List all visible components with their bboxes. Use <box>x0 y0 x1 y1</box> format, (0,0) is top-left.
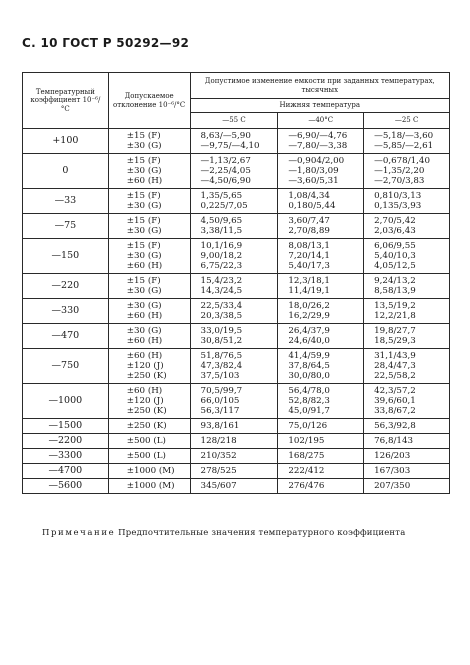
change-minus25-cell <box>364 464 450 479</box>
change-minus55-cell <box>190 449 278 464</box>
change-minus55-cell-text: 93,8/161 <box>200 421 240 431</box>
change-minus40-cell <box>278 434 364 449</box>
change-minus25-cell-text: —0,678/1,40 —1,35/2,20 —2,70/3,83 <box>374 156 430 186</box>
change-minus25-cell <box>364 419 450 434</box>
change-minus55-cell-text: 210/352 <box>200 451 237 461</box>
change-minus55-cell-text: 4,50/9,65 3,38/11,5 <box>200 216 243 236</box>
tolerance-cell-text: ±60 (H) ±120 (J) ±250 (K) <box>126 386 167 416</box>
temp-coefficient-cell-text: —1000 <box>48 395 83 406</box>
tolerance-cell-text: ±30 (G) ±60 (H) <box>126 326 163 346</box>
change-minus55-cell <box>190 464 278 479</box>
table-row <box>23 419 450 434</box>
table-row <box>23 434 450 449</box>
col-change-header: Допустимое изменение емкости при заданных температурах, тысячных <box>190 73 449 99</box>
table-row <box>23 464 450 479</box>
col-tolerance-header: Допускаемое отклонение 10⁻⁶/°С <box>108 73 190 129</box>
table-row <box>23 214 450 239</box>
change-minus40-cell <box>278 274 364 299</box>
change-minus25-cell-text: 13,5/19,2 12,2/21,8 <box>374 301 416 321</box>
temp-header-1: —55 С <box>190 113 278 129</box>
change-minus40-cell <box>278 479 364 494</box>
change-minus25-cell <box>364 214 450 239</box>
change-minus55-cell-text: 22,5/33,4 20,3/38,5 <box>200 301 243 321</box>
temp-coefficient-cell-text: —220 <box>51 280 80 291</box>
change-minus40-cell <box>278 299 364 324</box>
change-minus55-cell-text: 51,8/76,5 47,3/82,4 37,5/103 <box>200 351 243 381</box>
note-text: Предпочтительные значения температурного коэффициента <box>118 528 406 538</box>
tolerance-cell <box>108 154 190 189</box>
tolerance-cell-text: ±15 (F) ±30 (G) <box>126 131 162 151</box>
table-row <box>23 479 450 494</box>
temp-coefficient-cell <box>23 464 109 479</box>
table-row <box>23 349 450 384</box>
change-minus40-cell-text: 18,0/26,2 16,2/29,9 <box>288 301 330 321</box>
change-minus40-cell-text: 75,0/126 <box>288 421 328 431</box>
change-minus25-cell <box>364 434 450 449</box>
temp-coefficient-cell <box>23 449 109 464</box>
change-minus40-cell-text: —6,90/—4,76 —7,80/—3,38 <box>288 131 348 151</box>
change-minus25-cell-text: 6,06/9,55 5,40/10,3 4,05/12,5 <box>374 241 416 271</box>
temp-coefficient-cell-text: +100 <box>52 135 79 146</box>
temp-coefficient-cell-text: —4700 <box>48 465 83 476</box>
change-minus40-cell <box>278 154 364 189</box>
tolerance-cell <box>108 324 190 349</box>
change-minus25-cell-text: 2,70/5,42 2,03/6,43 <box>374 216 416 236</box>
temp-coefficient-cell-text: —75 <box>54 220 77 231</box>
temp-coefficient-cell <box>23 434 109 449</box>
change-minus40-cell <box>278 189 364 214</box>
change-minus25-cell-text: 167/303 <box>374 466 411 476</box>
change-minus40-cell-text: 102/195 <box>288 436 325 446</box>
tolerance-cell-text: ±30 (G) ±60 (H) <box>126 301 163 321</box>
table-row <box>23 239 450 274</box>
tolerance-cell <box>108 214 190 239</box>
tolerance-cell <box>108 449 190 464</box>
change-minus25-cell-text: 9,24/13,2 8,58/13,9 <box>374 276 416 296</box>
change-minus55-cell-text: 278/525 <box>200 466 237 476</box>
tolerance-cell-text: ±15 (F) ±30 (G) ±60 (H) <box>126 156 163 186</box>
change-minus55-cell <box>190 419 278 434</box>
tolerance-cell <box>108 129 190 154</box>
change-minus25-cell-text: 0,810/3,13 0,135/3,93 <box>374 191 422 211</box>
change-minus40-cell <box>278 464 364 479</box>
temp-coefficient-cell <box>23 479 109 494</box>
tolerance-cell-text: ±250 (K) <box>126 421 167 431</box>
change-minus25-cell <box>364 274 450 299</box>
change-minus40-cell-text: 8,08/13,1 7,20/14,1 5,40/17,3 <box>288 241 330 271</box>
tolerance-cell-text: ±500 (L) <box>126 436 166 446</box>
temp-coefficient-cell <box>23 154 109 189</box>
table-row <box>23 324 450 349</box>
change-minus25-cell <box>364 239 450 274</box>
change-minus25-cell <box>364 479 450 494</box>
table-row <box>23 154 450 189</box>
change-minus25-cell <box>364 384 450 419</box>
temp-coefficient-cell-text: —5600 <box>48 480 83 491</box>
temp-coefficient-cell <box>23 129 109 154</box>
temp-coefficient-cell-text: —3300 <box>48 450 83 461</box>
capacitance-table <box>22 72 450 494</box>
change-minus40-cell <box>278 129 364 154</box>
change-minus40-cell-text: 276/476 <box>288 481 325 491</box>
change-minus25-cell <box>364 154 450 189</box>
change-minus25-cell-text: 76,8/143 <box>374 436 413 446</box>
change-minus55-cell <box>190 384 278 419</box>
tolerance-cell <box>108 434 190 449</box>
change-minus40-cell-text: 12,3/18,1 11,4/19,1 <box>288 276 330 296</box>
change-minus55-cell-text: 33,0/19,5 30,8/51,2 <box>200 326 243 346</box>
tolerance-cell <box>108 419 190 434</box>
change-minus55-cell <box>190 189 278 214</box>
change-minus25-cell-text: 207/350 <box>374 481 411 491</box>
temp-coefficient-cell <box>23 384 109 419</box>
change-minus25-cell-text: 42,3/57,2 39,6/60,1 33,8/67,2 <box>374 386 416 416</box>
temp-coefficient-cell <box>23 299 109 324</box>
tolerance-cell <box>108 479 190 494</box>
page-header: С. 10 ГОСТ Р 50292—92 <box>22 36 190 50</box>
temp-coefficient-cell-text: —2200 <box>48 435 83 446</box>
change-minus40-cell <box>278 349 364 384</box>
tolerance-cell <box>108 384 190 419</box>
temp-coefficient-cell <box>23 274 109 299</box>
change-minus25-cell <box>364 189 450 214</box>
change-minus40-cell-text: 168/275 <box>288 451 325 461</box>
temp-coefficient-cell-text: —150 <box>51 250 80 261</box>
temp-coefficient-cell-text: —1500 <box>48 420 83 431</box>
change-minus40-cell-text: 41,4/59,9 37,8/64,5 30,0/80,0 <box>288 351 330 381</box>
change-minus40-cell <box>278 214 364 239</box>
change-minus55-cell <box>190 154 278 189</box>
table-row <box>23 274 450 299</box>
temp-coefficient-cell <box>23 239 109 274</box>
tolerance-cell-text: ±15 (F) ±30 (G) <box>126 191 162 211</box>
change-minus40-cell-text: 26,4/37,9 24,6/40,0 <box>288 326 330 346</box>
tolerance-cell-text: ±1000 (M) <box>126 466 175 476</box>
table-body <box>23 129 450 494</box>
temp-coefficient-cell <box>23 349 109 384</box>
change-minus25-cell <box>364 349 450 384</box>
change-minus55-cell-text: 345/607 <box>200 481 237 491</box>
tolerance-cell <box>108 239 190 274</box>
change-minus25-cell-text: 19,8/27,7 18,5/29,3 <box>374 326 416 346</box>
table-row <box>23 384 450 419</box>
change-minus55-cell <box>190 274 278 299</box>
change-minus55-cell-text: 70,5/99,7 66,0/105 56,3/117 <box>200 386 243 416</box>
change-minus55-cell-text: 15,4/23,2 14,3/24,5 <box>200 276 243 296</box>
temp-coefficient-cell <box>23 214 109 239</box>
change-minus55-cell-text: 128/218 <box>200 436 237 446</box>
temp-coefficient-cell-text: —750 <box>51 360 80 371</box>
table-row <box>23 449 450 464</box>
change-minus55-cell <box>190 479 278 494</box>
table-row <box>23 299 450 324</box>
temp-coefficient-cell-text: —33 <box>54 195 77 206</box>
table-row <box>23 189 450 214</box>
change-minus40-cell <box>278 239 364 274</box>
change-minus55-cell-text: 8,63/—5,90 —9,75/—4,10 <box>200 131 260 151</box>
change-minus40-cell <box>278 384 364 419</box>
change-minus25-cell <box>364 449 450 464</box>
tolerance-cell-text: ±500 (L) <box>126 451 166 461</box>
change-minus25-cell <box>364 129 450 154</box>
change-minus40-cell <box>278 324 364 349</box>
change-minus55-cell <box>190 214 278 239</box>
change-minus25-cell-text: 56,3/92,8 <box>374 421 416 431</box>
change-minus40-cell <box>278 449 364 464</box>
tolerance-cell-text: ±15 (F) ±30 (G) <box>126 216 162 236</box>
temp-coefficient-cell-text: 0 <box>62 165 69 176</box>
tolerance-cell-text: ±15 (F) ±30 (G) ±60 (H) <box>126 241 163 271</box>
temp-header-3: —25 С <box>364 113 450 129</box>
tolerance-cell <box>108 189 190 214</box>
tolerance-cell <box>108 299 190 324</box>
table-note <box>42 528 405 538</box>
change-minus40-cell <box>278 419 364 434</box>
change-minus40-cell-text: 56,4/78,0 52,8/82,3 45,0/91,7 <box>288 386 330 416</box>
table-row <box>23 129 450 154</box>
col-lower-temp-header: Нижняя температура <box>190 99 449 113</box>
tolerance-cell-text: ±1000 (M) <box>126 481 175 491</box>
change-minus55-cell-text: 1,35/5,65 0,225/7,05 <box>200 191 248 211</box>
tolerance-cell-text: ±60 (H) ±120 (J) ±250 (K) <box>126 351 167 381</box>
change-minus55-cell <box>190 299 278 324</box>
change-minus40-cell-text: 1,08/4,34 0,180/5,44 <box>288 191 336 211</box>
change-minus25-cell-text: 126/203 <box>374 451 411 461</box>
change-minus40-cell-text: 222/412 <box>288 466 325 476</box>
temp-header-2: —40°С <box>278 113 364 129</box>
change-minus55-cell-text: 10,1/16,9 9,00/18,2 6,75/22,3 <box>200 241 243 271</box>
change-minus55-cell <box>190 129 278 154</box>
change-minus55-cell-text: —1,13/2,67 —2,25/4,05 —4,50/6,90 <box>200 156 251 186</box>
temp-coefficient-cell <box>23 189 109 214</box>
change-minus55-cell <box>190 434 278 449</box>
temp-coefficient-cell-text: —470 <box>51 330 80 341</box>
change-minus55-cell <box>190 239 278 274</box>
tolerance-cell <box>108 349 190 384</box>
change-minus25-cell <box>364 299 450 324</box>
temp-coefficient-cell-text: —330 <box>51 305 80 316</box>
change-minus25-cell-text: —5,18/—3,60 —5,85/—2,61 <box>374 131 434 151</box>
tolerance-cell <box>108 274 190 299</box>
note-label: Примечание <box>42 528 116 538</box>
change-minus40-cell-text: —0,904/2,00 —1,80/3,09 —3,60/5,31 <box>288 156 345 186</box>
tolerance-cell-text: ±15 (F) ±30 (G) <box>126 276 162 296</box>
col-coef-header: Температурный коэффициент 10⁻⁶/°С <box>23 73 109 129</box>
temp-coefficient-cell <box>23 324 109 349</box>
change-minus25-cell-text: 31,1/43,9 28,4/47,3 22,5/58,2 <box>374 351 416 381</box>
change-minus55-cell <box>190 349 278 384</box>
tolerance-cell <box>108 464 190 479</box>
temp-coefficient-cell <box>23 419 109 434</box>
change-minus25-cell <box>364 324 450 349</box>
change-minus40-cell-text: 3,60/7,47 2,70/8,89 <box>288 216 330 236</box>
change-minus55-cell <box>190 324 278 349</box>
